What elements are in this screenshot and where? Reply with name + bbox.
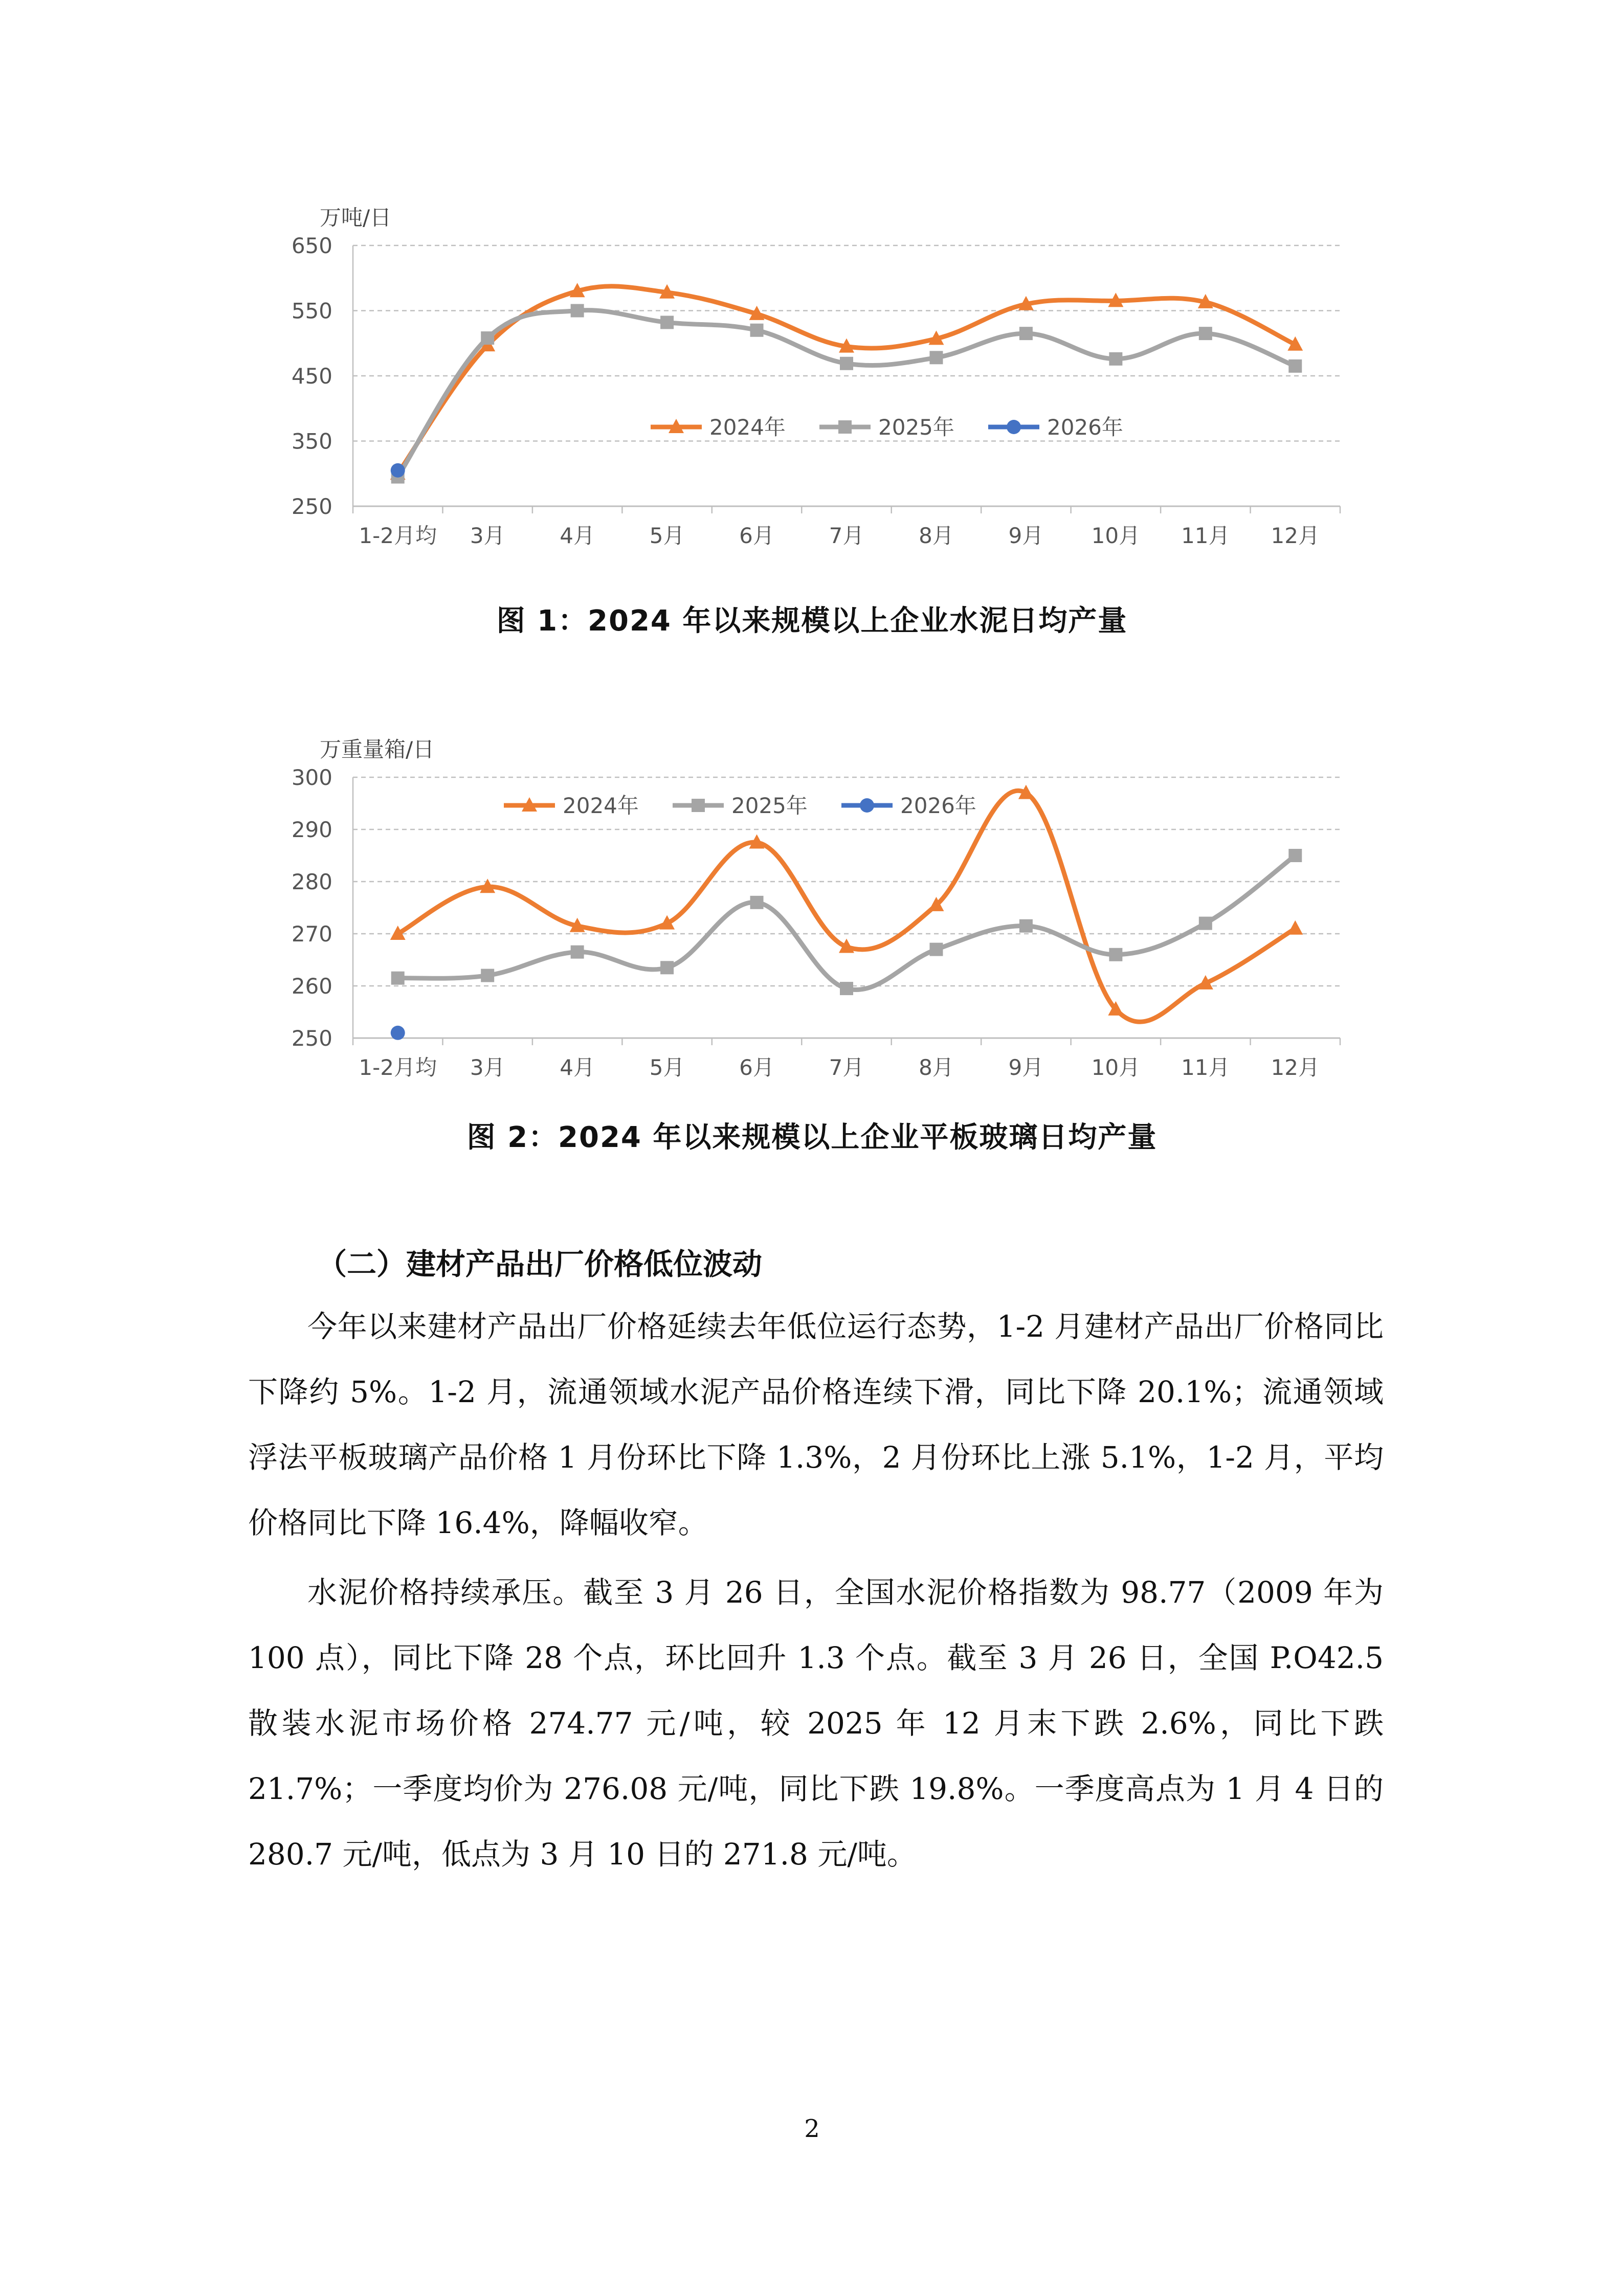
legend-item [651,415,786,440]
y-tick-label: 350 [291,429,332,454]
x-tick-label: 5月 [649,1055,685,1080]
data-point [1199,917,1212,930]
legend-label: 2025年 [878,415,954,440]
data-point [929,943,943,956]
data-point [1019,919,1033,933]
data-point [660,961,674,974]
data-point [391,463,405,478]
x-tick-label: 10月 [1091,1055,1141,1080]
y-tick-label: 270 [291,921,332,947]
y-tick-label: 250 [291,494,332,519]
y-tick-label: 450 [291,364,332,389]
legend-item [819,415,954,440]
series-2026年 [391,463,405,478]
data-point [1109,352,1122,366]
x-tick-label: 4月 [560,523,595,548]
y-tick-label: 290 [291,817,332,842]
legend-item [673,793,808,818]
x-tick-label: 3月 [470,1055,505,1080]
chart-glass-output [286,726,1350,1099]
legend-label: 2025年 [731,793,808,818]
chart-cement-output [286,194,1350,562]
legend-swatch-marker [1007,420,1021,434]
legend-swatch-marker [692,799,705,812]
x-tick-label: 7月 [829,523,864,548]
x-tick-label: 11月 [1181,1055,1230,1080]
series-2024年 [390,283,1303,480]
series-2026年 [391,1026,405,1040]
legend-item [988,415,1123,440]
x-tick-label: 8月 [919,1055,954,1080]
data-point [750,896,764,909]
paragraph-2: 水泥价格持续承压。截至 3 月 26 日，全国水泥价格指数为 98.77（2009 年为 100 点），同比下降 28 个点，环比回升 1.3 个点。截至 3 月 26 日，全国 P.O42.5 散装水泥市场价格 274.77 元/吨，较 2025 年 12 月末下跌 2.6%，同比下跌 21.7%；一季度均价为 276.08 元/吨，同比下跌 19.8%。一季度高点为 1 月 4 日的 280.7 元/吨，低点为 3 月 10 日的 271.8 元/吨。 [248,1575,1384,1872]
x-tick-label: 4月 [560,1055,595,1080]
data-point [1288,359,1302,373]
x-tick-label: 12月 [1271,1055,1320,1080]
data-point [1199,327,1212,340]
page-number: 2 [804,2114,820,2143]
legend-swatch-marker [838,420,852,434]
data-point [571,304,584,318]
chart1-svg [286,194,1350,562]
y-tick-label: 250 [291,1026,332,1051]
x-tick-label: 6月 [739,1055,774,1080]
data-point [1287,920,1303,935]
data-point [391,972,405,985]
legend-item [841,793,976,818]
legend-item [504,793,639,818]
data-point [840,357,853,370]
y-tick-label: 280 [291,869,332,894]
data-point [571,946,584,959]
x-tick-label: 3月 [470,523,505,548]
legend-label: 2024年 [563,793,639,818]
y-axis-unit-label: 万重量箱/日 [320,737,435,762]
series-line [398,856,1296,990]
chart2-caption: 图 2：2024 年以来规模以上企业平板玻璃日均产量 [466,1121,1158,1154]
data-point [750,324,764,337]
y-tick-label: 650 [291,233,332,258]
chart1-caption: 图 1：2024 年以来规模以上企业水泥日均产量 [496,604,1128,638]
x-tick-label: 10月 [1091,523,1141,548]
data-point [481,969,494,982]
x-tick-label: 6月 [739,523,774,548]
data-point [1109,948,1122,961]
x-tick-label: 9月 [1008,523,1044,548]
x-tick-label: 9月 [1008,1055,1044,1080]
y-tick-label: 550 [291,298,332,324]
y-tick-label: 300 [291,765,332,790]
y-tick-label: 260 [291,974,332,999]
chart2-svg [286,726,1350,1099]
x-tick-label: 1-2月均 [359,1055,437,1080]
legend-label: 2024年 [709,415,786,440]
x-tick-label: 12月 [1271,523,1320,548]
x-tick-label: 8月 [919,523,954,548]
x-tick-label: 11月 [1181,523,1230,548]
y-axis-unit-label: 万吨/日 [320,205,392,230]
x-tick-label: 7月 [829,1055,864,1080]
legend-label: 2026年 [900,793,976,818]
legend-swatch-marker [860,798,874,813]
data-point [1288,849,1302,862]
paragraph-1: 今年以来建材产品出厂价格延续去年低位运行态势，1-2 月建材产品出厂价格同比下降约 5%。1-2 月，流通领域水泥产品价格连续下滑，同比下降 20.1%；流通领域浮法平板玻璃产品价格 1 月份环比下降 1.3%，2 月份环比上涨 5.1%，1-2 月，平均价格同比下降 16.4%，降幅收窄。 [248,1309,1384,1540]
data-point [391,1026,405,1040]
data-point [840,982,853,995]
data-point [481,331,494,345]
series-2025年 [391,304,1302,484]
x-tick-label: 1-2月均 [359,523,437,548]
data-point [1019,327,1033,340]
data-point [929,351,943,364]
series-line [398,310,1296,477]
section-heading: （二）建材产品出厂价格低位波动 [317,1247,763,1281]
data-point [660,316,674,329]
x-tick-label: 5月 [649,523,685,548]
series-2025年 [391,849,1302,995]
legend-label: 2026年 [1047,415,1123,440]
